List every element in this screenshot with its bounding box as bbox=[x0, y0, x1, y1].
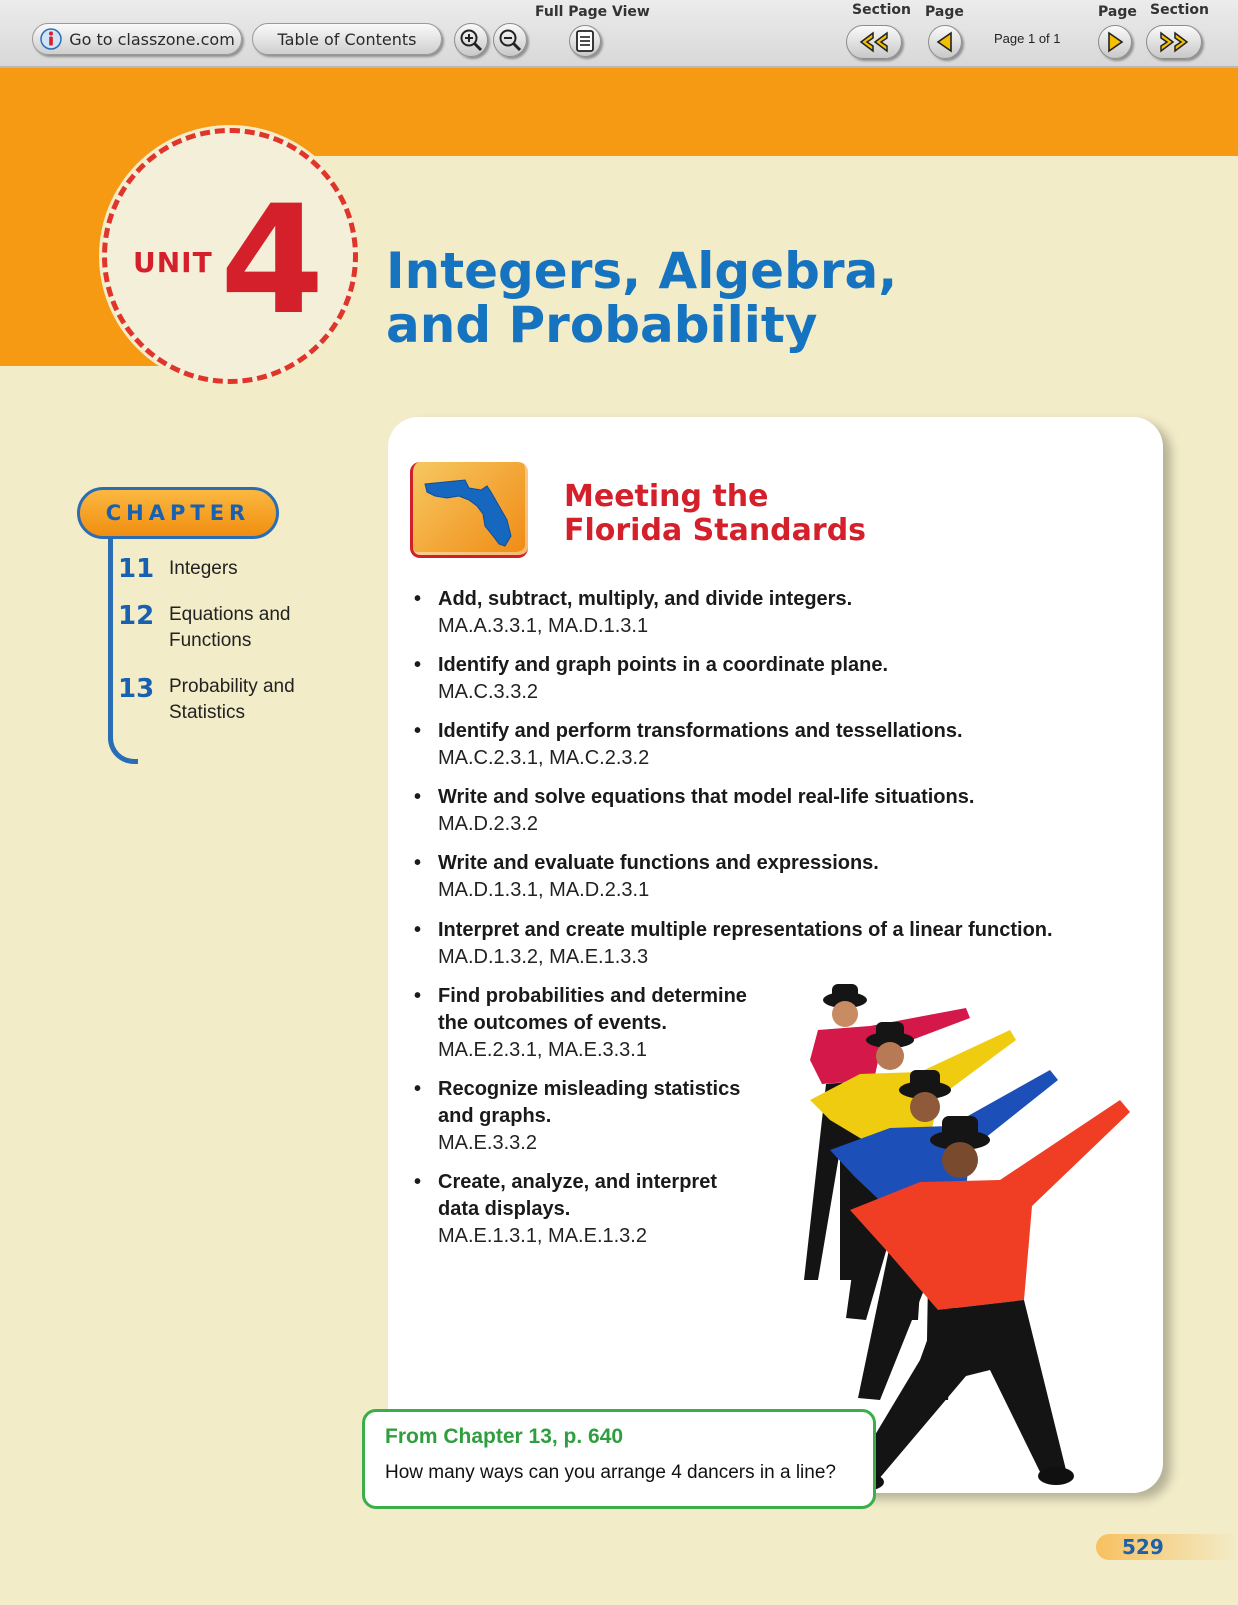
standards-title-line-1: Meeting the bbox=[564, 479, 769, 514]
standard-item bbox=[414, 586, 852, 640]
standard-text: Write and evaluate functions and expressions. bbox=[438, 852, 879, 874]
chapter-preview-question: How many ways can you arrange 4 dancers in a line? bbox=[385, 1462, 836, 1483]
next-page-label: Page bbox=[1098, 4, 1137, 20]
standard-codes: MA.E.2.3.1, MA.E.3.3.1 bbox=[438, 1039, 647, 1061]
prev-section-label: Section bbox=[852, 2, 911, 18]
standard-item bbox=[414, 983, 759, 1064]
standards-title bbox=[564, 480, 866, 548]
bullet: • bbox=[414, 786, 422, 808]
next-section-button[interactable] bbox=[1146, 25, 1202, 59]
full-page-view-label: Full Page View bbox=[535, 4, 650, 20]
zoom-in-button[interactable] bbox=[454, 23, 488, 57]
chapter-number: 13 bbox=[118, 674, 155, 704]
zoom-out-button[interactable] bbox=[493, 23, 527, 57]
standard-codes: MA.E.1.3.1, MA.E.1.3.2 bbox=[438, 1225, 647, 1247]
next-page-button[interactable] bbox=[1098, 25, 1132, 59]
standard-item bbox=[414, 718, 963, 772]
standard-text: Add, subtract, multiply, and divide integers. bbox=[438, 588, 853, 610]
unit-title bbox=[386, 244, 1006, 352]
triangle-left-icon bbox=[935, 31, 955, 53]
zoom-in-icon bbox=[458, 27, 484, 53]
standard-codes: MA.D.1.3.2, MA.E.1.3.3 bbox=[438, 946, 649, 968]
bullet: • bbox=[414, 720, 422, 742]
toc-label: Table of Contents bbox=[277, 29, 417, 49]
standard-item bbox=[414, 1169, 759, 1250]
bullet: • bbox=[414, 1078, 422, 1100]
standard-text: Identify and graph points in a coordinate plane. bbox=[438, 654, 889, 676]
zoom-out-icon bbox=[497, 27, 523, 53]
classzone-button[interactable] bbox=[32, 23, 242, 55]
standard-codes: MA.A.3.3.1, MA.D.1.3.1 bbox=[438, 615, 649, 637]
standard-item bbox=[414, 917, 1114, 971]
prev-page-label: Page bbox=[925, 4, 964, 20]
page-indicator: Page 1 of 1 bbox=[994, 31, 1061, 46]
double-chevron-right-icon bbox=[1157, 31, 1191, 53]
chapter-title-equations[interactable]: Equations and Functions bbox=[169, 604, 291, 651]
bullet: • bbox=[414, 919, 422, 941]
unit-title-line-2: and Probability bbox=[386, 296, 818, 354]
standard-text: Interpret and create multiple representations of a linear function. bbox=[438, 919, 1053, 941]
chapter-number: 11 bbox=[118, 554, 155, 584]
standard-text: Find probabilities and determine the outcomes of events. bbox=[438, 985, 747, 1034]
florida-map-icon bbox=[413, 462, 525, 554]
page-view-icon bbox=[575, 30, 595, 52]
full-page-view-button[interactable] bbox=[569, 25, 601, 57]
standard-item bbox=[414, 784, 974, 838]
standard-item bbox=[414, 652, 888, 706]
triangle-right-icon bbox=[1105, 31, 1125, 53]
standard-codes: MA.D.1.3.1, MA.D.2.3.1 bbox=[438, 879, 650, 901]
classzone-label: Go to classzone.com bbox=[69, 29, 235, 49]
next-section-label: Section bbox=[1150, 2, 1209, 18]
page-number bbox=[1096, 1534, 1238, 1560]
unit-number: 4 bbox=[220, 174, 325, 348]
bullet: • bbox=[414, 1171, 422, 1193]
prev-section-button[interactable] bbox=[846, 25, 902, 59]
chapter-label: CHAPTER bbox=[77, 487, 279, 539]
standard-item bbox=[414, 1076, 759, 1157]
standards-title-line-2: Florida Standards bbox=[564, 513, 867, 548]
chapter-title-probability[interactable]: Probability and Statistics bbox=[169, 676, 295, 723]
viewer-toolbar bbox=[0, 0, 1238, 68]
table-of-contents-button[interactable] bbox=[252, 23, 442, 55]
unit-title-line-1: Integers, Algebra, bbox=[386, 242, 898, 300]
standard-text: Recognize misleading statistics and graphs. bbox=[438, 1078, 741, 1127]
standard-codes: MA.C.2.3.1, MA.C.2.3.2 bbox=[438, 747, 650, 769]
bullet: • bbox=[414, 654, 422, 676]
bullet: • bbox=[414, 588, 422, 610]
standard-codes: MA.C.3.3.2 bbox=[438, 681, 539, 703]
standard-codes: MA.E.3.3.2 bbox=[438, 1132, 537, 1154]
page-number-text: 529 bbox=[1122, 1535, 1164, 1559]
chapter-title-integers[interactable]: Integers bbox=[169, 558, 238, 579]
chapter-preview-box bbox=[362, 1409, 876, 1509]
standard-text: Identify and perform transformations and tessellations. bbox=[438, 720, 963, 742]
standard-text: Create, analyze, and interpret data displays. bbox=[438, 1171, 717, 1220]
bullet: • bbox=[414, 985, 422, 1007]
double-chevron-left-icon bbox=[857, 31, 891, 53]
chapter-number: 12 bbox=[118, 601, 155, 631]
info-globe-icon bbox=[39, 27, 63, 51]
standard-item bbox=[414, 850, 879, 904]
prev-page-button[interactable] bbox=[928, 25, 962, 59]
bullet: • bbox=[414, 852, 422, 874]
chapter-preview-heading[interactable]: From Chapter 13, p. 640 bbox=[385, 1425, 624, 1448]
standard-codes: MA.D.2.3.2 bbox=[438, 813, 539, 835]
unit-word: UNIT bbox=[133, 246, 213, 279]
florida-map-box bbox=[410, 462, 528, 558]
standard-text: Write and solve equations that model real-life situations. bbox=[438, 786, 975, 808]
